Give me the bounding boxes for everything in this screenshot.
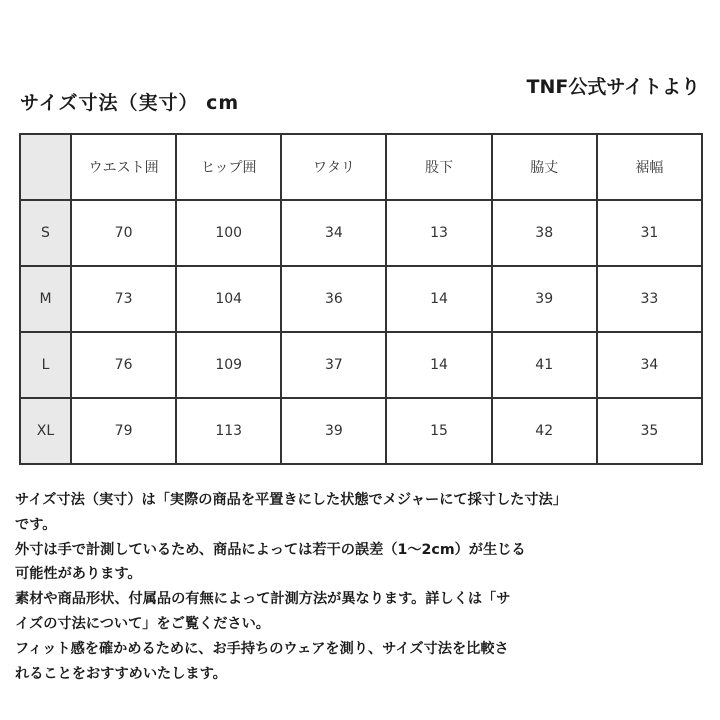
header-outseam: 脇丈 — [492, 134, 597, 200]
table-cell: 76 — [71, 332, 176, 398]
table-cell: 38 — [492, 200, 597, 266]
table-cell: 109 — [176, 332, 281, 398]
note-line: れることをおすすめいたします。 — [15, 665, 227, 682]
table-row — [20, 266, 702, 332]
header-corner — [20, 134, 71, 200]
table-cell: 13 — [386, 200, 491, 266]
header-hip: ヒップ囲 — [176, 134, 281, 200]
note-line: フィット感を確かめるために、お手持ちのウェアを測り、サイズ寸法を比較さ — [15, 640, 509, 657]
table-cell: 14 — [386, 266, 491, 332]
table-cell: 100 — [176, 200, 281, 266]
table-cell: 37 — [281, 332, 386, 398]
size-table — [19, 133, 703, 465]
table-cell: 31 — [597, 200, 702, 266]
note-line: サイズ寸法（実寸）は「実際の商品を平置きにした状態でメジャーにて採寸した寸法」 — [15, 492, 567, 508]
table-cell: 104 — [176, 266, 281, 332]
table-cell: 34 — [597, 332, 702, 398]
table-cell: 39 — [492, 266, 597, 332]
measurement-notes — [15, 488, 710, 686]
source-label: TNF公式サイトより — [526, 76, 700, 98]
header-hem-width: 裾幅 — [597, 134, 702, 200]
table-cell: 35 — [597, 398, 702, 464]
table-cell: 14 — [386, 332, 491, 398]
table-header-row — [20, 134, 702, 200]
table-cell: 79 — [71, 398, 176, 464]
table-row — [20, 332, 702, 398]
table-cell: 41 — [492, 332, 597, 398]
table-cell: 113 — [176, 398, 281, 464]
note-line: 可能性があります。 — [15, 566, 142, 583]
table-cell: 33 — [597, 266, 702, 332]
size-label: L — [20, 332, 71, 398]
table-cell: 42 — [492, 398, 597, 464]
page-title: サイズ寸法（実寸） cm — [20, 92, 240, 114]
note-line: 外寸は手で計測しているため、商品によっては若干の誤差（1〜2cm）が生じる — [15, 541, 526, 558]
table-cell: 39 — [281, 398, 386, 464]
header-thigh: ワタリ — [281, 134, 386, 200]
table-cell: 70 — [71, 200, 176, 266]
table-row — [20, 200, 702, 266]
header-inseam: 股下 — [386, 134, 491, 200]
size-label: XL — [20, 398, 71, 464]
header-waist: ウエスト囲 — [71, 134, 176, 200]
table-cell: 73 — [71, 266, 176, 332]
note-line: です。 — [15, 516, 57, 533]
table-row — [20, 398, 702, 464]
size-label: M — [20, 266, 71, 332]
size-label: S — [20, 200, 71, 266]
note-line: 素材や商品形状、付属品の有無によって計測方法が異なります。詳しくは「サ — [15, 591, 511, 608]
table-cell: 36 — [281, 266, 386, 332]
table-cell: 34 — [281, 200, 386, 266]
note-line: イズの寸法について」をご覧ください。 — [15, 615, 270, 632]
table-cell: 15 — [386, 398, 491, 464]
